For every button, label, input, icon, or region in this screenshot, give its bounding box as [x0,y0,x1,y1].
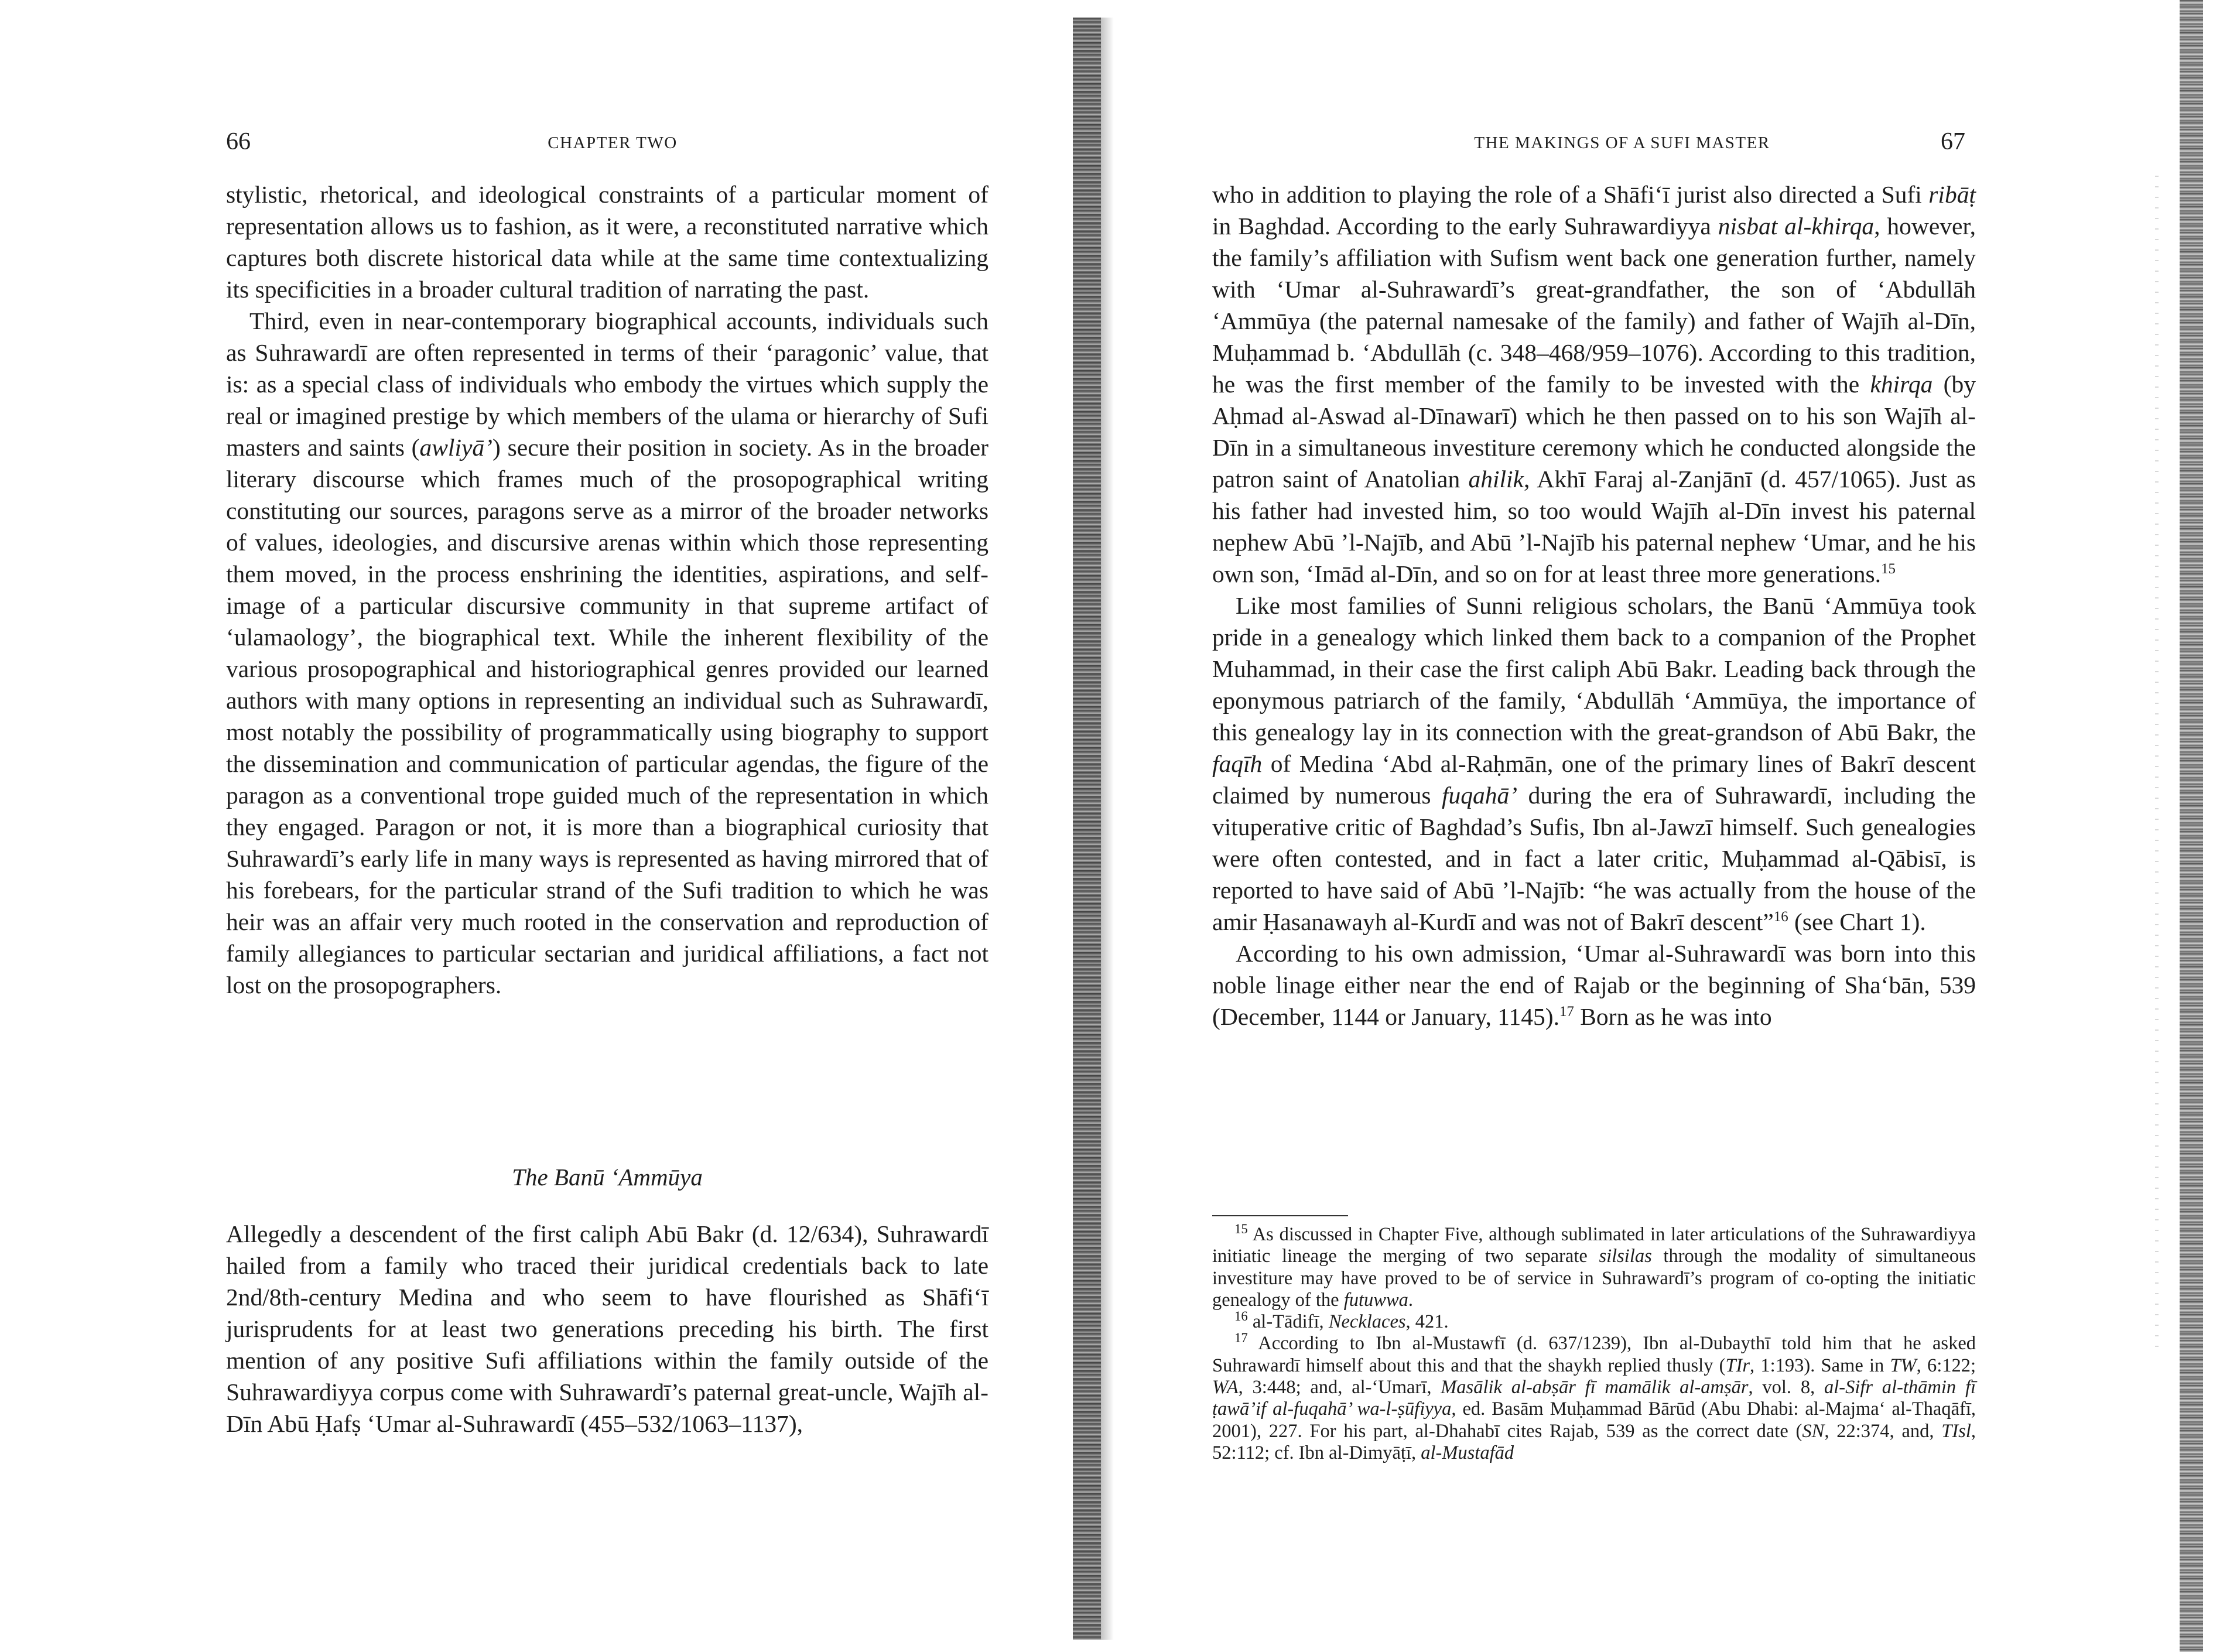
scan-edge-marks [2155,176,2159,1347]
page-edge-shadow [2180,0,2203,1652]
book-gutter [1073,18,1101,1640]
footnote-15: $^{15}$ As discussed in Chapter Five, although sublimated in later articulations of the Suhrawardiyya initiatic lineage the merging of two separate silsilas through the modality of simultaneous investiture may have proved to be of service in Suhrawardī’s program of co-opting the initiatic genealogy of the futuwwa. [1212,1222,1976,1311]
paragraph: Allegedly a descendent of the first caliph Abū Bakr (d. 12/634), Suhrawardī hailed from a family who traced their juridical credentials back to late 2nd/8th-century Medina and who seem to have flourished as Shāfi‘ī jurisprudents for at least two generations preceding his birth. The first mention of any positive Sufi affiliations within the family outside of the Suhrawardiyya corpus come with Suhrawardī’s paternal great-uncle, Wajīh al-Dīn Abū Ḥafṣ ‘Umar al-Suhrawardī (455–532/1063–1137), [226,1220,989,1437]
page-number-right: 67 [1941,128,1965,155]
footnote-16: $^{16}$ al-Tādifī, Necklaces, 421. [1234,1309,1449,1333]
footnote-divider [1212,1215,1348,1216]
page-number-left: 66 [226,128,251,155]
paragraph: who in addition to playing the role of a Shāfi‘ī jurist also directed a Sufi ribāṭ in Baghdad. According to the early Suhrawardiyya nisbat al-khirqa, however, the family’s affiliation with Sufism went back one generation further, namely with ‘Umar al-Suhrawardī’s great-grandfather, the son of ‘Abdullāh ‘Ammūya (the paternal namesake of the family) and father of Wajīh al-Dīn, Muḥammad b. ‘Abdullāh (c. 348–468/959–1076). According to this tradition, he was the first member of the family to be invested with the khirqa (by Aḥmad al-Aswad al-Dīnawarī) which he then passed on to his son Wajīh al-Dīn in a simultaneous investiture ceremony which he conducted alongside the patron saint of Anatolian ahilik, Akhī Faraj al-Zanjānī (d. 457/1065). Just as his father had invested him, so too would Wajīh al-Dīn invest his paternal nephew Abū ’l-Najīb, and Abū ’l-Najīb his paternal nephew ‘Umar, and he his own son, ‘Imād al-Dīn, and so on for at least three more generations.$^{15}$ [1212,181,1976,587]
section-heading: The Banū ‘Ammūya [512,1164,703,1191]
paragraph: Like most families of Sunni religious scholars, the Banū ‘Ammūya took pride in a genealogy which linked them back to a companion of the Prophet Muhammad, in their case the first caliph Abū Bakr. Leading back through the eponymous patriarch of the family, ‘Abdullāh ‘Ammūya, the importance of this genealogy lay in its connection with the great-grandson of Abū Bakr, the faqīh of Medina ‘Abd al-Raḥmān, one of the primary lines of Bakrī descent claimed by numerous fuqahā’ during the era of Suhrawardī, including the vituperative critic of Baghdad’s Sufis, Ibn al-Jawzī himself. Such genealogies were often contested, and in fact a later critic, Muḥammad al-Qābisī, is reported to have said of Abū ’l-Najīb: “he was actually from the house of the amir Ḥasanawayh al-Kurdī and was not of Bakrī descent”$^{16}$ (see Chart 1). [1212,592,1976,935]
left-section-text [226,1218,989,1439]
paragraph: stylistic, rhetorical, and ideological constraints of a particular moment of representation allows us to fashion, as it were, a reconstituted narrative which captures both discrete historical data while at the same time contextualizing its specificities in a broader cultural tradition of narrating the past. [226,181,989,303]
left-main-text [226,179,989,1001]
left-page [0,0,1066,1652]
footnote-ref: 15 [1881,561,1896,577]
footnotes [1212,1224,1976,1464]
right-main-text [1212,179,1976,1032]
running-head-left: CHAPTER TWO [548,134,678,152]
footnote-17: $^{17}$ According to Ibn al-Mustawfī (d. 637/1239), Ibn al-Dubaythī told him that he asked Suhrawardī himself about this and that the shaykh replied thusly (TIr, 1:193). Same in TW, 6:122; WA, 3:448; and, al-‘Umarī, Masālik al-abṣār fī mamālik al-amṣār, vol. 8, al-Sifr al-thāmin fī ṭawā’if al-fuqahā’ wa-l-ṣūfiyya, ed. Basām Muḥammad Bārūd (Abu Dhabi: al-Majma‘ al-Thaqāfī, 2001), 227. For his part, al-Dhahabī cites Rajab, 539 as the correct date (SN, 22:374, and, TIsl, 52:112; cf. Ibn al-Dimyāṭī, al-Mustafād [1212,1331,1976,1463]
paragraph: Third, even in near-contemporary biographical accounts, individuals such as Suhrawardī are often represented in terms of their ‘paragonic’ value, that is: as a special class of individuals who embody the virtues which supply the real or imagined prestige by which members of the ulama or hierarchy of Sufi masters and saints (awliyā’) secure their position in society. As in the broader literary discourse which frames much of the prosopographical writing constituting our sources, paragons serve as a mirror of the broader networks of values, ideologies, and discursive arenas within which those representing them moved, in the process enshrining the identities, aspirations, and self-image of a particular discursive community in that supreme artifact of ‘ulamaology’, the biographical text. While the inherent flexibility of the various prosopographical and historiographical genres provided our learned authors with many options in representing an individual such as Suhrawardī, most notably the possibility of programmatically using biography to support the dissemination and communication of particular agendas, the figure of the paragon as a conventional trope guided much of the representation in which they engaged. Paragon or not, it is more than a biographical curiosity that Suhrawardī’s early life in many ways is represented as having mirrored that of his forebears, for the particular strand of the Sufi tradition to which he was heir was an affair very much rooted in the conservation and reproduction of family allegiances to particular sectarian and juridical affiliations, a fact not lost on the prosopographers. [226,307,989,998]
running-head-right: THE MAKINGS OF A SUFI MASTER [1474,134,1770,152]
paragraph: According to his own admission, ‘Umar al-Suhrawardī was born into this noble linage either near the end of Rajab or the beginning of Sha‘bān, 539 (December, 1144 or January, 1145).$^{17}$ Born as he was into [1212,940,1976,1030]
footnote-ref: 17 [1559,1004,1574,1020]
gutter-fade [1101,18,1114,1640]
footnote-ref: 16 [1773,909,1788,925]
